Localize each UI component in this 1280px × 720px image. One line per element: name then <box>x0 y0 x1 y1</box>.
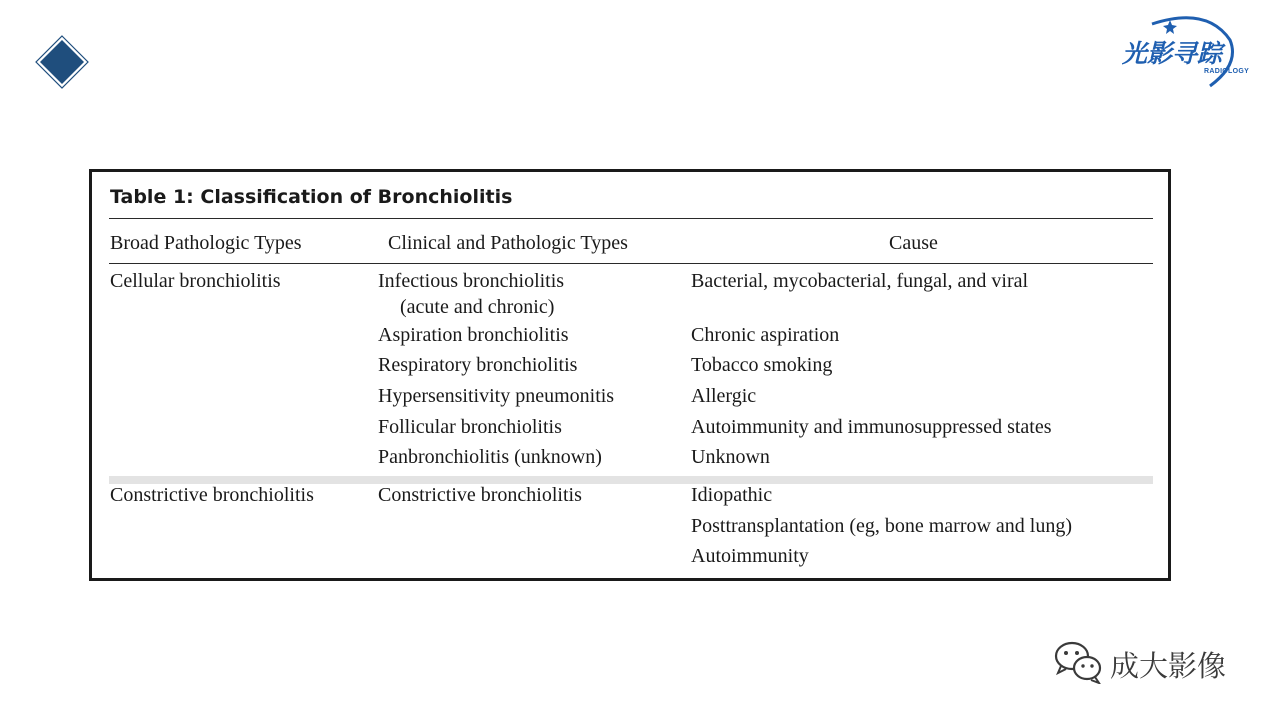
clinical-infectious: Infectious bronchiolitis <box>378 270 565 292</box>
cause-posttransplantation: Posttransplantation (eg, bone marrow and lung) <box>691 515 1073 537</box>
cause-aspiration: Chronic aspiration <box>691 324 840 346</box>
cause-infectious: Bacterial, mycobacterial, fungal, and viral <box>691 270 1029 292</box>
brand-logo <box>1112 12 1262 92</box>
wechat-icon <box>1052 638 1104 684</box>
clinical-constrictive: Constrictive bronchiolitis <box>378 484 582 506</box>
title-rule <box>109 218 1153 219</box>
clinical-panbronchiolitis: Panbronchiolitis (unknown) <box>378 446 602 468</box>
header-clinical-types: Clinical and Pathologic Types <box>388 232 628 254</box>
header-cause: Cause <box>889 232 938 254</box>
logo-english-text: RADIOLOGY <box>1204 68 1250 75</box>
cause-respiratory: Tobacco smoking <box>691 354 833 376</box>
watermark <box>1052 636 1252 686</box>
table-title: Table 1: Classification of Bronchiolitis <box>110 186 513 208</box>
clinical-follicular: Follicular bronchiolitis <box>378 416 562 438</box>
diamond-bullet-icon <box>34 34 90 90</box>
clinical-hypersensitivity: Hypersensitivity pneumonitis <box>378 385 615 407</box>
logo-chinese-text: 光影寻踪 <box>1122 39 1223 68</box>
clinical-respiratory: Respiratory bronchiolitis <box>378 354 578 376</box>
watermark-text: 成大影像 <box>1110 649 1227 683</box>
cause-follicular: Autoimmunity and immunosuppressed states <box>691 416 1052 438</box>
cause-hypersensitivity: Allergic <box>691 385 757 407</box>
cause-idiopathic: Idiopathic <box>691 484 773 506</box>
cause-autoimmunity: Autoimmunity <box>691 545 809 567</box>
broad-cellular: Cellular bronchiolitis <box>110 270 281 292</box>
clinical-infectious-sub: (acute and chronic) <box>400 296 555 318</box>
cause-panbronchiolitis: Unknown <box>691 446 770 468</box>
header-broad-types: Broad Pathologic Types <box>110 232 302 254</box>
clinical-aspiration: Aspiration bronchiolitis <box>378 324 569 346</box>
classification-table <box>89 169 1171 581</box>
header-rule <box>109 263 1153 264</box>
broad-constrictive: Constrictive bronchiolitis <box>110 484 314 506</box>
